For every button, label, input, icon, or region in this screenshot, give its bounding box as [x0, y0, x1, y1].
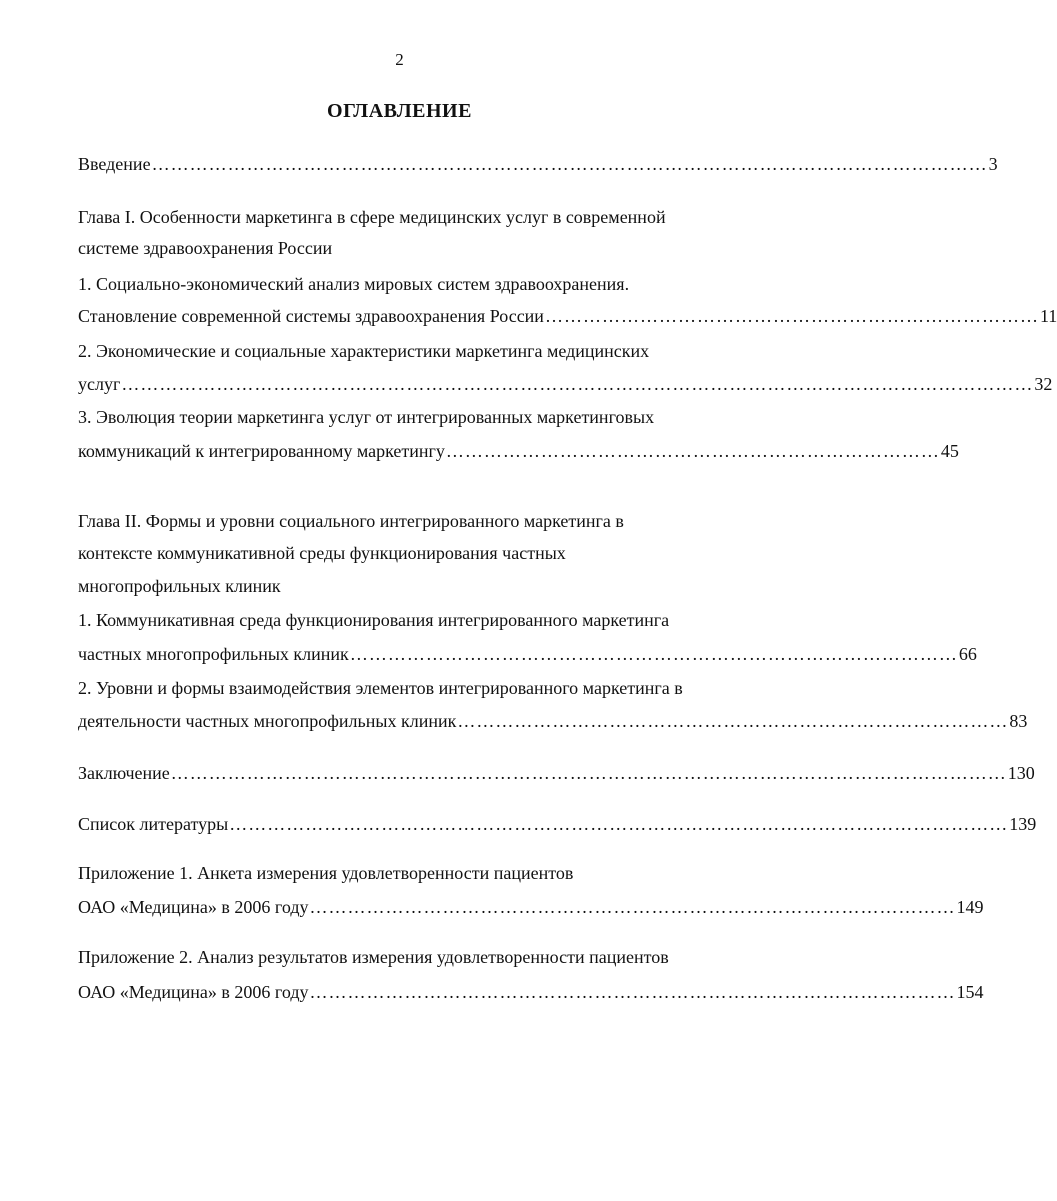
appendix-2: [78, 981, 984, 1003]
toc-page-number: 32: [1034, 374, 1053, 394]
toc-page-number: 139: [1009, 814, 1037, 834]
toc-page-number: 3: [988, 154, 998, 174]
dot-leader: ……………………………………………………………………………: [457, 711, 1009, 731]
toc-page-number: 149: [956, 897, 984, 917]
section-2-1: [78, 643, 977, 665]
chapter-1-title: Глава I. Особенности маркетинга в сфере медицинских услуг в современной: [78, 207, 666, 227]
appendix-2-title: Приложение 2. Анализ результатов измерения удовлетворенности пациентов: [78, 947, 669, 967]
toc-entry-text: деятельности частных многопрофильных клиник: [78, 711, 457, 731]
toc-entry-introduction: [78, 153, 998, 175]
toc-page-number: 130: [1007, 763, 1035, 783]
section-2-2-line1: 2. Уровни и формы взаимодействия элементов интегрированного маркетинга в: [78, 678, 683, 698]
section-2-2: [78, 710, 1028, 732]
toc-page-number: 11: [1039, 306, 1057, 326]
section-1-2-line1: 2. Экономические и социальные характеристики маркетинга медицинских: [78, 341, 650, 361]
toc-page-number: 83: [1009, 711, 1028, 731]
toc-entry-literature: [78, 813, 1037, 835]
toc-page-number: 66: [958, 644, 977, 664]
toc-entry-text: частных многопрофильных клиник: [78, 644, 349, 664]
section-1-1-line1: 1. Социально-экономический анализ мировых систем здравоохранения.: [78, 274, 630, 294]
dot-leader: ……………………………………………………………………………………………………………: [229, 814, 1009, 834]
dot-leader: …………………………………………………………………………………………: [309, 897, 956, 917]
toc-entry-text: Заключение: [78, 763, 170, 783]
dot-leader: ……………………………………………………………………………………: [349, 644, 958, 664]
appendix-1-title: Приложение 1. Анкета измерения удовлетворенности пациентов: [78, 863, 574, 883]
toc-page-number: 154: [956, 982, 984, 1002]
toc-entry-text: ОАО «Медицина» в 2006 году: [78, 982, 309, 1002]
dot-leader: ……………………………………………………………………………………………………………………: [151, 154, 988, 174]
toc-entry-text: Список литературы: [78, 814, 229, 834]
dot-leader: ……………………………………………………………………: [445, 441, 940, 461]
chapter-2-title: Глава II. Формы и уровни социального интегрированного маркетинга в: [78, 511, 624, 531]
chapter-2-title-cont: контексте коммуникативной среды функционирования частных: [78, 543, 566, 563]
page-title: ОГЛАВЛЕНИЕ: [327, 100, 472, 122]
page-number: 2: [395, 50, 404, 69]
section-1-1: [78, 305, 1057, 327]
dot-leader: ……………………………………………………………………………………………………………………: [170, 763, 1007, 783]
toc-entry-text: ОАО «Медицина» в 2006 году: [78, 897, 309, 917]
section-2-1-line1: 1. Коммуникативная среда функционирования интегрированного маркетинга: [78, 610, 670, 630]
toc-page-number: 45: [940, 441, 959, 461]
chapter-2-title-cont-2: многопрофильных клиник: [78, 576, 281, 596]
toc-entry-conclusion: [78, 762, 1035, 784]
chapter-1-title-cont: системе здравоохранения России: [78, 238, 333, 258]
dot-leader: …………………………………………………………………………………………: [309, 982, 956, 1002]
section-1-3-line1: 3. Эволюция теории маркетинга услуг от интегрированных маркетинговых: [78, 407, 655, 427]
toc-entry-text: Становление современной системы здравоохранения России: [78, 306, 544, 326]
dot-leader: ………………………………………………………………………………………………………………………………: [121, 374, 1034, 394]
toc-entry-text: коммуникаций к интегрированному маркетингу: [78, 441, 445, 461]
toc-entry-text: услуг: [78, 374, 121, 394]
dot-leader: ……………………………………………………………………: [544, 306, 1039, 326]
section-1-3: [78, 440, 959, 462]
toc-entry-text: Введение: [78, 154, 151, 174]
appendix-1: [78, 896, 984, 918]
section-1-2: [78, 373, 1053, 395]
